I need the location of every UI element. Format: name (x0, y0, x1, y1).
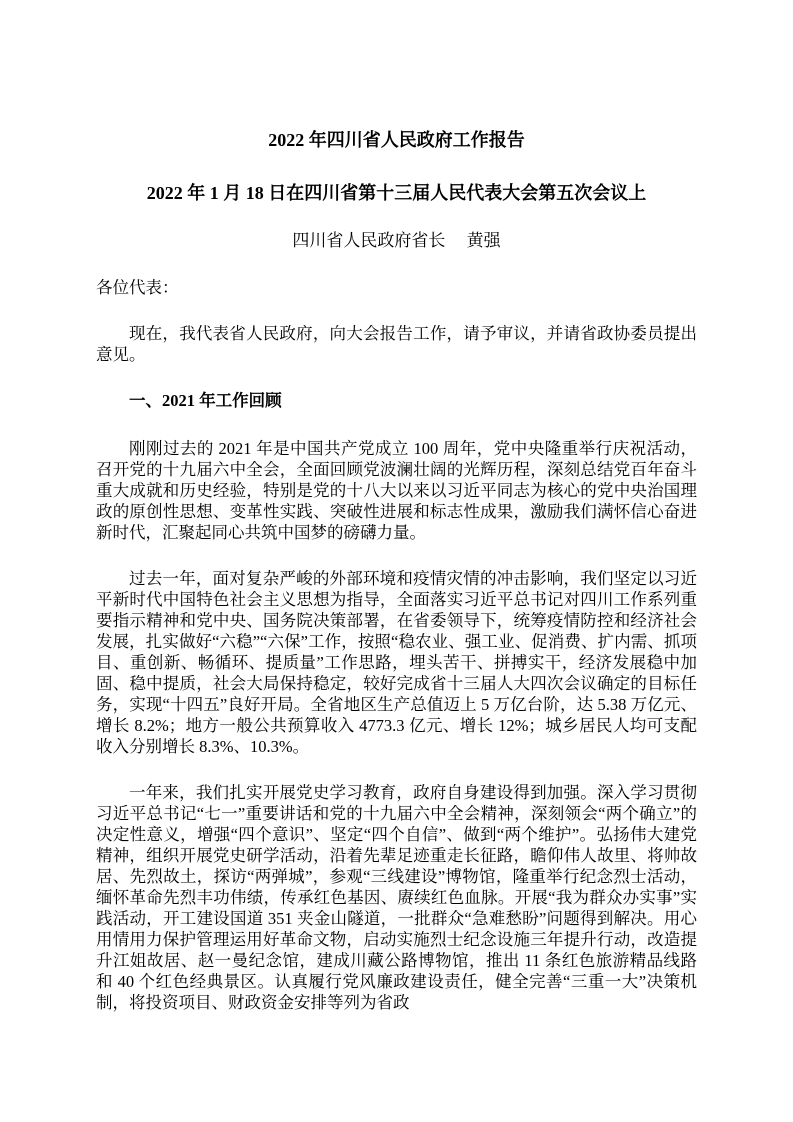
salutation: 各位代表： (96, 278, 179, 297)
section-heading-2021-work-review: 一、2021 年工作回顾 (129, 391, 282, 410)
intro-paragraph: 现在，我代表省人民政府，向大会报告工作，请予审议，并请省政协委员提出意见。 (96, 324, 697, 364)
doc-byline: 四川省人民政府省长 黄强 (292, 231, 501, 250)
paragraph-party-history-education: 一年来，我们扎实开展党史学习教育，政府自身建设得到加强。深入学习贯彻习近平总书记“七一”重要讲话和党的十九届六中全会精神，深刻领会“两个确立”的决定性意义，增强“四个意识”、坚定“四个自信”、做到“两个维护”。弘扬伟大建党精神，组织开展党史研学活动，沿着先辈足迹重走长征路，瞻仰伟人故里、将帅故居、先烈故土，探访“两弹城”，参观“三线建设”博物馆，隆重举行纪念烈士活动，缅怀革命先烈丰功伟绩，传承红色基因、赓续红色血脉。开展“我为群众办实事”实践活动，开工建设国道 351 夹金山隧道，一批群众“急难愁盼”问题得到解决。用心用情用力保护管理运用好革命文物，启动实施烈士纪念设施三年提升行动，改造提升江姐故居、赵一曼纪念馆，建成川藏公路博物馆，推出 11 条红色旅游精品线路和 40 个红色经典景区。认真履行党风廉政建设责任，健全完善“三重一大”决策机制，将投资项目、财政资金安排等列为省政 (96, 783, 697, 1012)
doc-subtitle: 2022 年 1 月 18 日在四川省第十三届人民代表大会第五次会议上 (146, 183, 647, 203)
paragraph-party-centenary: 刚刚过去的 2021 年是中国共产党成立 100 周年，党中央隆重举行庆祝活动，召开党的十九届六中全会，全面回顾党波澜壮阔的光辉历程，深刻总结党百年奋斗重大成就和历史经验，特别是党的十八大以来以习近平同志为核心的党中央治国理政的原创性思想、变革性实践、突破性进展和标志性成果，激励我们满怀信心奋进新时代，汇聚起同心共筑中国梦的磅礴力量。 (96, 439, 697, 542)
doc-title: 2022 年四川省人民政府工作报告 (268, 130, 525, 150)
paragraph-economic-performance: 过去一年，面对复杂严峻的外部环境和疫情灾情的冲击影响，我们坚定以习近平新时代中国特色社会主义思想为指导，全面落实习近平总书记对四川工作系列重要指示精神和党中央、国务院决策部署，在省委领导下，统筹疫情防控和经济社会发展，扎实做好“六稳”“六保”工作，按照“稳农业、强工业、促消费、扩内需、抓项目、重创新、畅循环、提质量”工作思路，埋头苦干、拼搏实干，经济发展稳中加固、稳中提质，社会大局保持稳定，较好完成省十三届人大四次会议确定的目标任务，实现“十四五”良好开局。全省地区生产总值迈上 5 万亿台阶，达 5.38 万亿元、增长 8.2%；地方一般公共预算收入 4773.3 亿元、增长 12%；城乡居民人均可支配收入分别增长 8.3%、10.3%。 (96, 569, 697, 756)
